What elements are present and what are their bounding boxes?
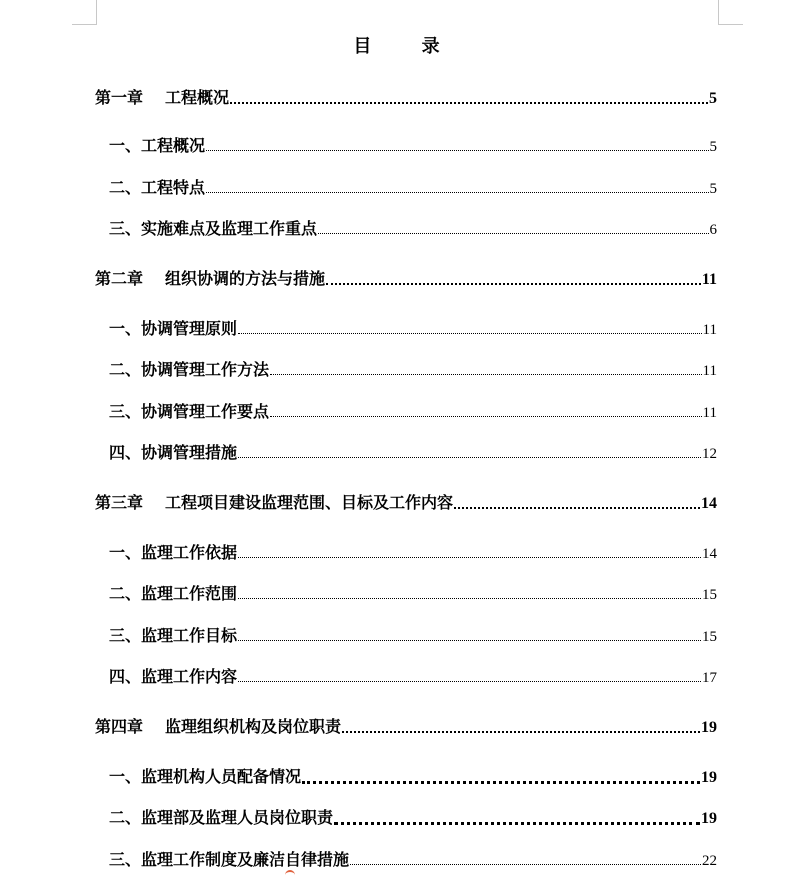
toc-section[interactable] (109, 399, 717, 422)
dot-leader (206, 191, 708, 193)
toc-chapter-3[interactable] (95, 490, 717, 513)
toc-title: 目 录 (353, 36, 462, 57)
toc-chapter-1[interactable] (95, 85, 717, 108)
section-label: 三、监理工作制度及廉洁自律措施 (109, 850, 350, 869)
section-label: 二、监理工作范围 (109, 584, 238, 603)
dot-leader (350, 863, 701, 865)
toc-section[interactable] (109, 133, 717, 156)
chapter-label: 第四章 监理组织机构及岗位职责 (95, 717, 342, 736)
section-label: 二、工程特点 (109, 178, 206, 197)
page-number: 14 (702, 546, 717, 562)
section-label: 三、协调管理工作要点 (109, 402, 270, 421)
page-corner-mark-right (718, 0, 743, 25)
page-number: 11 (702, 405, 717, 421)
dot-leader (238, 639, 701, 641)
section-label: 一、协调管理原则 (109, 319, 238, 338)
page-number: 6 (709, 222, 717, 238)
dot-leader (230, 101, 708, 104)
toc-section[interactable] (109, 623, 717, 646)
chapter-label: 第三章 工程项目建设监理范围、目标及工作内容 (95, 493, 454, 512)
section-label: 四、协调管理措施 (109, 443, 238, 462)
section-label: 二、监理部及监理人员岗位职责 (109, 808, 334, 827)
chapter-label: 第二章 组织协调的方法与措施 (95, 269, 326, 288)
page-number: 12 (702, 446, 717, 462)
section-label: 一、工程概况 (109, 136, 206, 155)
dot-leader (238, 597, 701, 599)
stamp-fragment-mark (285, 870, 295, 880)
toc-section[interactable] (109, 581, 717, 604)
dot-leader (454, 506, 700, 509)
page-number: 15 (702, 587, 717, 603)
page-number: 5 (709, 181, 717, 197)
toc-section[interactable] (109, 440, 717, 463)
page-number: 11 (701, 271, 717, 288)
dot-leader (302, 780, 700, 784)
dot-leader (238, 456, 701, 458)
dot-leader (238, 556, 701, 558)
toc-section[interactable] (109, 316, 717, 339)
page-number: 22 (702, 853, 717, 869)
dot-leader (270, 373, 702, 375)
page-number: 19 (701, 810, 717, 827)
dot-leader (206, 149, 708, 151)
page-number: 19 (701, 719, 717, 736)
page-number: 11 (702, 363, 717, 379)
toc-section[interactable] (109, 357, 717, 380)
section-label: 二、协调管理工作方法 (109, 360, 270, 379)
page-number: 11 (702, 322, 717, 338)
dot-leader (318, 232, 708, 234)
dot-leader (238, 332, 702, 334)
section-label: 一、监理工作依据 (109, 543, 238, 562)
toc-chapter-2[interactable] (95, 266, 717, 289)
page-number: 14 (701, 495, 717, 512)
chapter-label: 第一章 工程概况 (95, 88, 230, 107)
toc-section[interactable] (109, 216, 717, 239)
toc-chapter-4[interactable] (95, 714, 717, 737)
toc-section[interactable] (109, 540, 717, 563)
section-label: 三、监理工作目标 (109, 626, 238, 645)
section-label: 三、实施难点及监理工作重点 (109, 219, 318, 238)
page-number: 17 (702, 670, 717, 686)
toc-section[interactable] (109, 664, 717, 687)
toc-section[interactable] (109, 847, 717, 870)
toc-section[interactable] (109, 175, 717, 198)
page-number: 15 (702, 629, 717, 645)
dot-leader (334, 821, 700, 825)
dot-leader (326, 282, 701, 285)
section-label: 一、监理机构人员配备情况 (109, 767, 302, 786)
page-number: 5 (709, 139, 717, 155)
page-number: 19 (701, 769, 717, 786)
toc-section[interactable] (109, 805, 717, 828)
dot-leader (238, 680, 701, 682)
dot-leader (270, 415, 702, 417)
toc-section[interactable] (109, 764, 717, 787)
section-label: 四、监理工作内容 (109, 667, 238, 686)
page-number: 5 (709, 90, 717, 107)
dot-leader (342, 730, 700, 733)
page-corner-mark-left (72, 0, 97, 25)
